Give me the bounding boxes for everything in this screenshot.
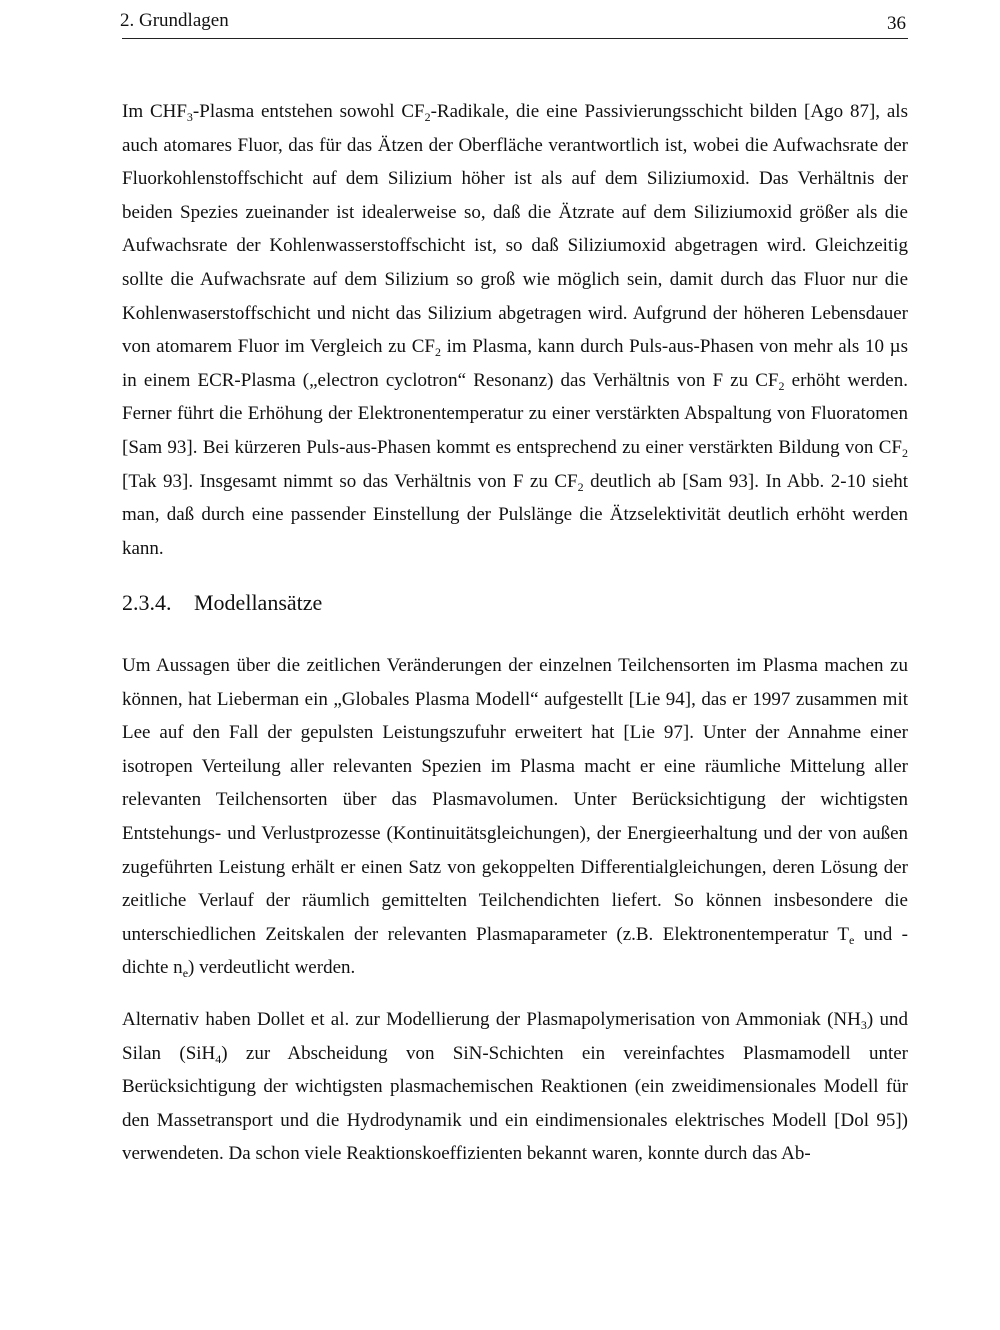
section-title: Modellansätze: [194, 590, 323, 615]
body-paragraph-dollet-model: Alternativ haben Dollet et al. zur Modellierung der Plasmapolymerisation von Ammoniak $(NH_3)$ und Silan (SiH$_4$) zur Abscheidung von SiN-Schichten ein vereinfachtes Plasmamodell unter Berücksichtigung der wichtigsten plasmachemischen Reaktionen (ein zweidimensionales Modell für den Massetransport und die Hydrodynamik und ein eindimensionales elektrisches Modell [Dol 95]) verwendeten. Da schon viele Reaktionskoeffizienten bekannt waren, konnte durch das Ab-: [122, 1009, 909, 1165]
section-heading: [122, 590, 322, 616]
section-number: 2.3.4.: [122, 590, 172, 615]
running-chapter-title: 2. Grundlagen: [120, 10, 229, 31]
body-paragraph-global-model: Um Aussagen über die zeitlichen Veränderungen der einzelnen Teilchensorten im Plasma machen zu können, hat Lieberman ein „Globales Plasma Modell“ aufgestellt [Lie 94], das er 1997 zusammen mit Lee auf den Fall der gepulsten Leistungszufuhr erweitert hat [Lie 97]. Unter der Annahme einer isotropen Verteilung aller relevanten Spezien im Plasma macht er eine räumliche Mittelung aller relevanten Teilchensorten über das Plasmavolumen. Unter Berücksichtigung der wichtigsten Entstehungs- und Verlustprozesse (Kontinuitätsgleichungen), der Energieerhaltung und der von außen zugeführten Leistung erhält er einen Satz von gekoppelten Differentialgleichungen, deren Lösung der zeitliche Verlauf der räumlich gemittelten Teilchendichten liefert. So können insbesondere die unterschiedlichen Zeitskalen der relevanten Plasmaparameter (z.B. Elektronentemperatur $T_e$ und -dichte $n_e$) verdeutlicht werden.: [122, 655, 908, 981]
body-paragraph-plasma-chemistry: Im $CHF_3$-Plasma entstehen sowohl $CF_2$-Radikale, die eine Passivierungsschicht bilden [Ago 87], als auch atomares Fluor, das für das Ätzen der Oberfläche verantwortlich ist, wobei die Aufwachsrate der Fluorkohlenstoffschicht auf dem Silizium höher ist als auf dem Siliziumoxid. Das Verhältnis der beiden Spezies zueinander ist idealerweise so, daß die Ätzrate auf dem Siliziumoxid größer als die Aufwachsrate der Kohlenwasserstoffschicht ist, so daß Siliziumoxid abgetragen wird. Gleichzeitig sollte die Aufwachsrate auf dem Silizium so groß wie möglich sein, damit durch das Fluor nur die Kohlenwaserstoffschicht und nicht das Silizium abgetragen wird. Aufgrund der höheren Lebensdauer von atomarem Fluor im Vergleich zu $CF_2$ im Plasma, kann durch Puls-aus-Phasen von mehr als 10 µs in einem ECR-Plasma („electron cyclotron“ Resonanz) das Verhältnis von F zu $CF_2$ erhöht werden. Ferner führt die Erhöhung der Elektronentemperatur zu einer verstärkten Abspaltung von Fluoratomen [Sam 93]. Bei kürzeren Puls-aus-Phasen kommt es entsprechend zu einer verstärkten Bildung von $CF_2$ [Tak 93]. Insgesamt nimmt so das Verhältnis von F zu $CF_2$ deutlich ab [Sam 93]. In Abb. 2-10 sieht man, daß durch eine passender Einstellung der Pulslänge die Ätzselektivität deutlich erhöht werden kann.: [122, 101, 908, 559]
page-number: 36: [887, 13, 906, 34]
page-header: [122, 6, 908, 39]
